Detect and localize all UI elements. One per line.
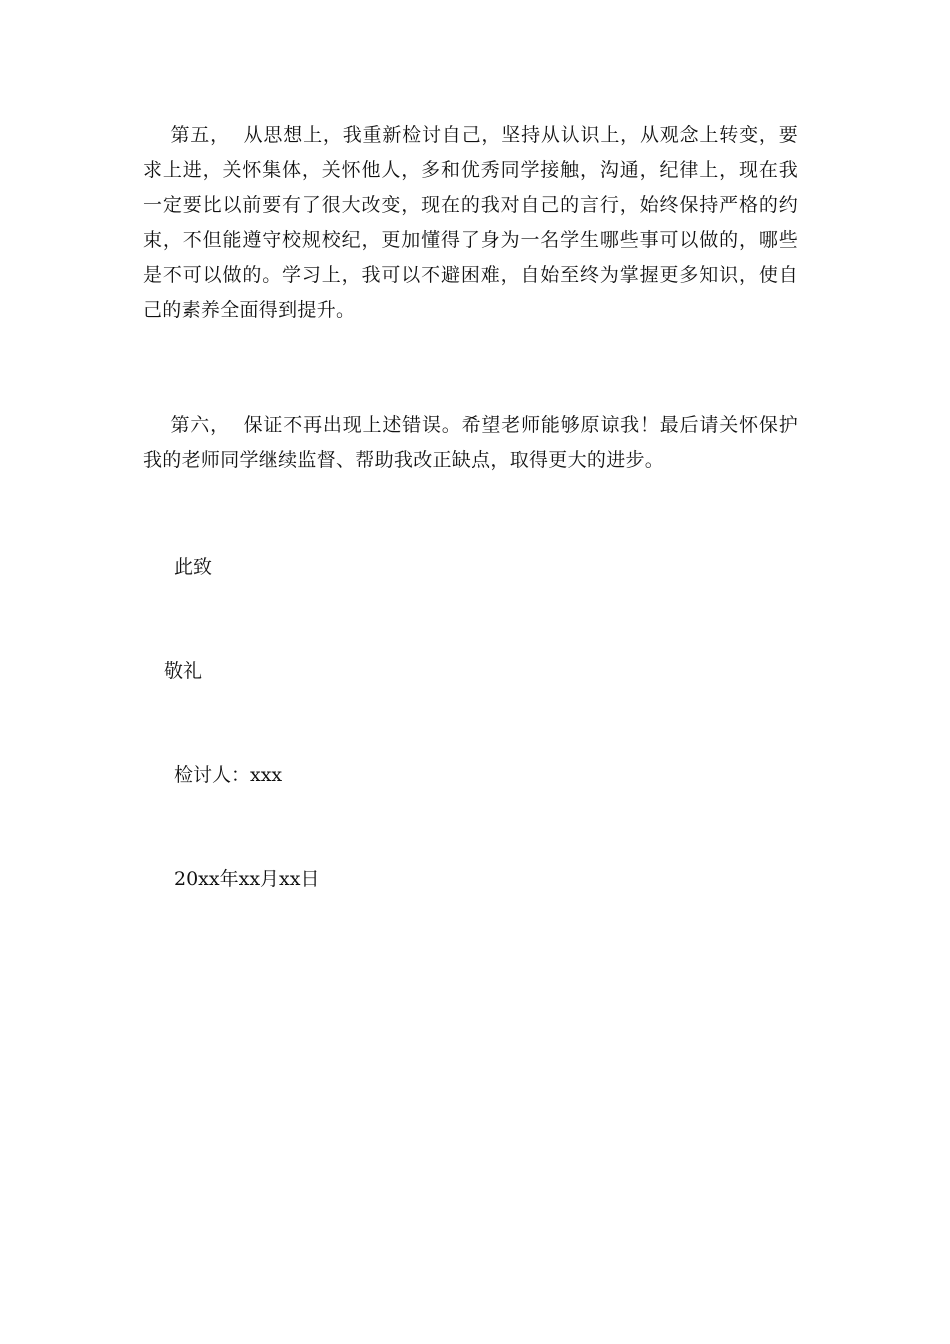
signature-line: 检讨人：xxx	[174, 764, 283, 786]
paragraph-sixth-point: 第六， 保证不再出现上述错误。希望老师能够原谅我！最后请关怀保护我的老师同学继续监督、帮助我改正缺点，取得更大的进步。	[143, 414, 799, 471]
date-line: 20xx年xx月xx日	[174, 868, 320, 890]
closing-greeting: 此致	[174, 556, 213, 578]
closing-regards: 敬礼	[164, 660, 203, 682]
paragraph-fifth-point: 第五， 从思想上，我重新检讨自己，坚持从认识上，从观念上转变，要求上进，关怀集体，关怀他人，多和优秀同学接触，沟通，纪律上，现在我一定要比以前要有了很大改变，现在的我对自己的言行，始终保持严格的约束，不但能遵守校规校纪，更加懂得了身为一名学生哪些事可以做的，哪些是不可以做的。学习上，我可以不避困难，自始至终为掌握更多知识，使自己的素养全面得到提升。	[143, 124, 799, 321]
